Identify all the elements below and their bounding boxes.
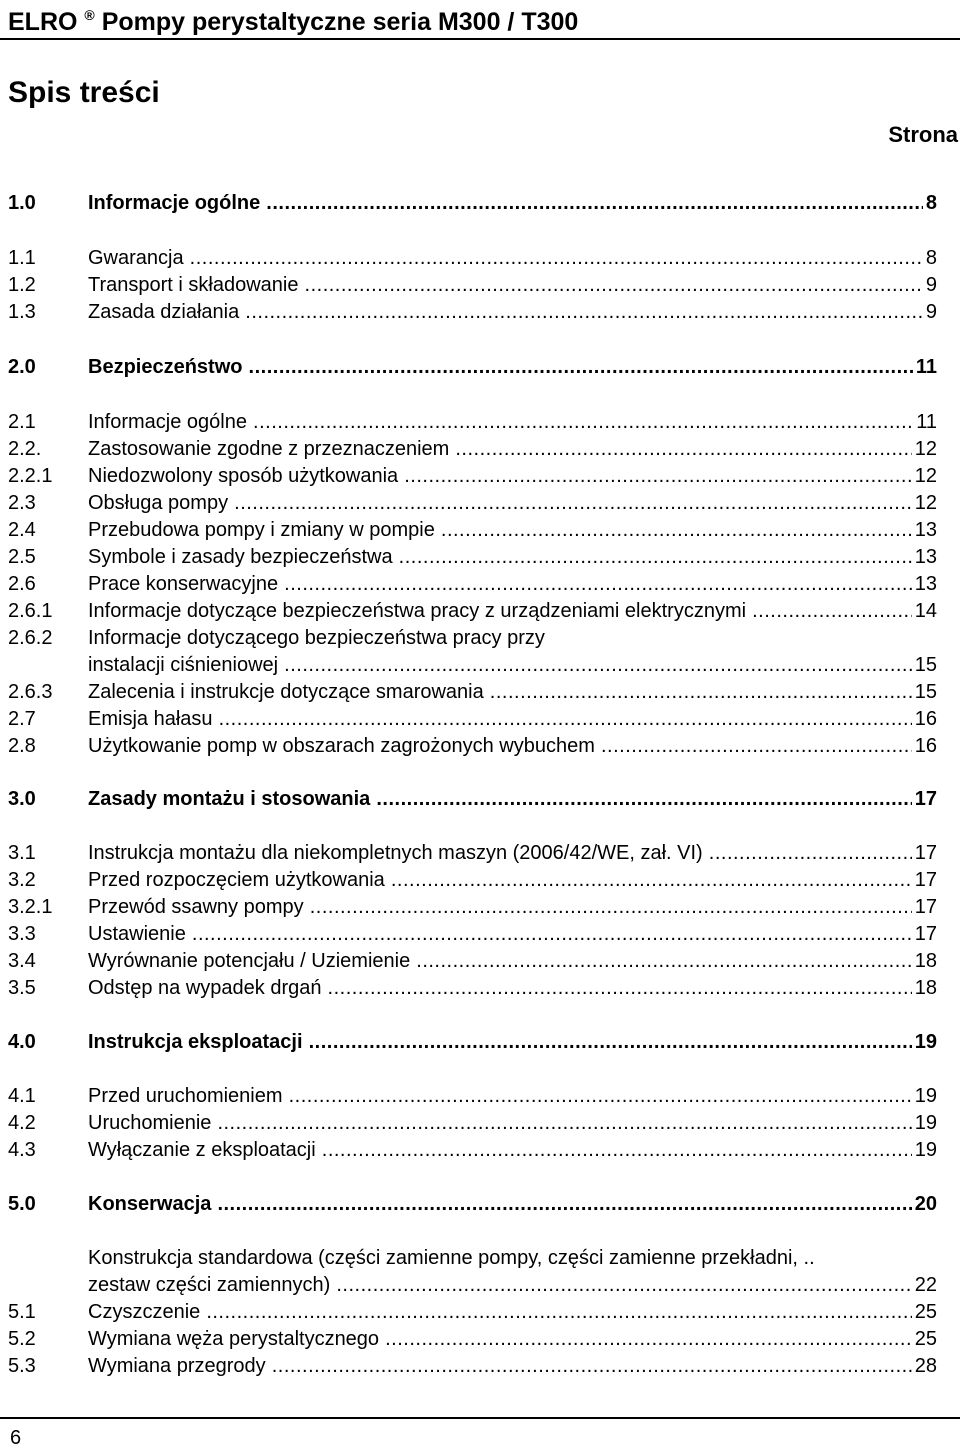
toc-section[interactable] bbox=[8, 1191, 937, 1218]
toc-entry-label: Informacje ogólne ..... bbox=[88, 411, 937, 433]
toc-entry-page: 11 bbox=[913, 409, 937, 436]
toc-entry-number: 4.3 bbox=[8, 1139, 36, 1161]
toc-entry[interactable] bbox=[8, 463, 937, 490]
toc-entry-page: 19 bbox=[912, 1029, 937, 1056]
toc-entry-label: Transport i składowanie ..... bbox=[88, 274, 937, 296]
toc-entry-label: Gwarancja ..... bbox=[88, 247, 937, 269]
footer-rule bbox=[0, 1417, 960, 1419]
toc-entry-text: Konstrukcja standardowa (części zamienne pompy, części zamienne przekładni, .. bbox=[88, 1247, 815, 1269]
toc-entry-page: 11 bbox=[913, 354, 937, 381]
toc-title: Spis treści bbox=[8, 76, 160, 109]
toc-entry-number: 3.1 bbox=[8, 842, 36, 864]
toc-entry-page: 9 bbox=[923, 272, 937, 299]
toc-entry-number: 3.2 bbox=[8, 869, 36, 891]
toc-entry-number: 4.2 bbox=[8, 1112, 36, 1134]
toc-entry-number: 2.6.3 bbox=[8, 681, 53, 703]
toc-entry-page: 28 bbox=[912, 1353, 937, 1380]
toc-entry-page: 17 bbox=[912, 921, 937, 948]
toc-entry[interactable] bbox=[8, 436, 937, 463]
toc-entry[interactable] bbox=[8, 299, 937, 326]
document-title: Pompy perystaltyczne seria M300 / T300 bbox=[101, 8, 579, 36]
toc-entry-page: 17 bbox=[912, 867, 937, 894]
toc-entry[interactable] bbox=[8, 409, 937, 436]
toc-entry-label: Informacje dotyczącego bezpieczeństwa pracy przy bbox=[88, 627, 545, 649]
toc-entry-label: Bezpieczeństwo ..... bbox=[88, 356, 937, 378]
toc-entry-page: 13 bbox=[912, 544, 937, 571]
toc-entry-label: Niedozwolony sposób użytkowania ..... bbox=[88, 465, 937, 487]
toc-entry-number: 1.1 bbox=[8, 247, 36, 269]
toc-entry-label: Symbole i zasady bezpieczeństwa ..... bbox=[88, 546, 937, 568]
toc-entry-page: 17 bbox=[912, 840, 937, 867]
page-column-heading: Strona bbox=[888, 122, 958, 147]
toc-section[interactable] bbox=[8, 1029, 937, 1056]
toc-entry[interactable] bbox=[8, 867, 937, 894]
toc-entry-page: 12 bbox=[912, 490, 937, 517]
toc-entry[interactable] bbox=[8, 1137, 937, 1164]
toc-entry-page: 14 bbox=[912, 598, 937, 625]
toc-section[interactable] bbox=[8, 354, 937, 381]
toc-entry[interactable] bbox=[88, 652, 937, 679]
toc-entry-label: Przed rozpoczęciem użytkowania ..... bbox=[88, 869, 937, 891]
toc-entry[interactable] bbox=[8, 1299, 937, 1326]
toc-entry-label: Uruchomienie ..... bbox=[88, 1112, 937, 1134]
toc-entry-number: 1.3 bbox=[8, 301, 36, 323]
toc-entry[interactable] bbox=[8, 706, 937, 733]
toc-entry-page: 16 bbox=[912, 733, 937, 760]
toc-entry-label: Przed uruchomieniem ..... bbox=[88, 1085, 937, 1107]
toc-entry-page: 9 bbox=[923, 299, 937, 326]
registered-mark: ® bbox=[84, 7, 95, 23]
toc-entry-page: 17 bbox=[912, 786, 937, 813]
toc-entry-number: 2.1 bbox=[8, 411, 36, 433]
toc-entry-number: 2.6.2 bbox=[8, 627, 53, 649]
toc-entry-label: Emisja hałasu ..... bbox=[88, 708, 937, 730]
toc-entry[interactable] bbox=[8, 679, 937, 706]
toc-entry-number: 3.2.1 bbox=[8, 896, 53, 918]
toc-entry-page: 17 bbox=[912, 894, 937, 921]
toc-entry-number: 3.0 bbox=[8, 788, 36, 810]
toc-entry[interactable] bbox=[8, 1083, 937, 1110]
toc-entry-label: Użytkowanie pomp w obszarach zagrożonych wybuchem ..... bbox=[88, 735, 937, 757]
toc-entry-label: Instrukcja montażu dla niekompletnych maszyn (2006/42/WE, zał. VI) ..... bbox=[88, 842, 937, 864]
toc-entry[interactable] bbox=[8, 894, 937, 921]
toc-entry[interactable] bbox=[88, 1272, 937, 1299]
toc-entry-page: 12 bbox=[912, 463, 937, 490]
header-rule bbox=[0, 38, 960, 40]
toc-entry[interactable] bbox=[8, 490, 937, 517]
toc-entry[interactable] bbox=[8, 625, 937, 652]
document-header bbox=[8, 0, 578, 37]
toc-entry-page: 25 bbox=[912, 1299, 937, 1326]
toc-entry-number: 3.3 bbox=[8, 923, 36, 945]
toc-entry-label: Wyłączanie z eksploatacji ..... bbox=[88, 1139, 937, 1161]
toc-entry-number: 2.7 bbox=[8, 708, 36, 730]
toc-entry-number: 3.4 bbox=[8, 950, 36, 972]
toc-entry[interactable] bbox=[8, 517, 937, 544]
toc-entry-number: 2.2. bbox=[8, 438, 42, 460]
toc-entry-number: 2.6.1 bbox=[8, 600, 53, 622]
toc-entry-number: 1.2 bbox=[8, 274, 36, 296]
toc-entry-page: 16 bbox=[912, 706, 937, 733]
toc-entry-number: 5.0 bbox=[8, 1193, 36, 1215]
toc-entry-number: 2.0 bbox=[8, 356, 36, 378]
toc-entry-number: 2.2.1 bbox=[8, 465, 53, 487]
toc-entry-page: 19 bbox=[912, 1110, 937, 1137]
toc-entry-number: 5.3 bbox=[8, 1355, 36, 1377]
toc-entry[interactable] bbox=[8, 571, 937, 598]
toc-entry[interactable] bbox=[8, 921, 937, 948]
toc-entry-label: Wyrównanie potencjału / Uziemienie ..... bbox=[88, 950, 937, 972]
toc-entry-number: 2.4 bbox=[8, 519, 36, 541]
toc-section[interactable] bbox=[8, 190, 937, 217]
toc-entry-page: 12 bbox=[912, 436, 937, 463]
brand-name: ELRO bbox=[8, 8, 78, 36]
toc-entry-number: 2.3 bbox=[8, 492, 36, 514]
toc-entry-label: Wymiana węża perystaltycznego ..... bbox=[88, 1328, 937, 1350]
toc-entry-label: Instrukcja eksploatacji ..... bbox=[88, 1031, 937, 1053]
toc-entry-number: 5.2 bbox=[8, 1328, 36, 1350]
toc-entry[interactable] bbox=[8, 1326, 937, 1353]
toc-entry[interactable] bbox=[8, 1353, 937, 1380]
toc-entry[interactable] bbox=[8, 245, 937, 272]
toc-entry-label: Konserwacja ..... bbox=[88, 1193, 937, 1215]
toc-entry[interactable] bbox=[8, 272, 937, 299]
toc-entry-label: Przebudowa pompy i zmiany w pompie ..... bbox=[88, 519, 937, 541]
toc-entry-label: Wymiana przegrody ..... bbox=[88, 1355, 937, 1377]
toc-entry-label: Zastosowanie zgodne z przeznaczeniem ..... bbox=[88, 438, 937, 460]
toc-entry-label: Zasady montażu i stosowania ..... bbox=[88, 788, 937, 810]
toc-entry-page: 19 bbox=[912, 1083, 937, 1110]
toc-entry[interactable] bbox=[8, 544, 937, 571]
toc-entry-label: Odstęp na wypadek drgań ..... bbox=[88, 977, 937, 999]
toc-entry-page: 18 bbox=[912, 948, 937, 975]
toc-entry-page: 15 bbox=[912, 679, 937, 706]
toc-section[interactable] bbox=[8, 786, 937, 813]
toc-entry-page: 15 bbox=[912, 652, 937, 679]
toc-entry[interactable] bbox=[8, 733, 937, 760]
toc-entry-label: Informacje dotyczące bezpieczeństwa pracy z urządzeniami elektrycznymi ..... bbox=[88, 600, 937, 622]
toc-entry[interactable] bbox=[8, 1110, 937, 1137]
toc-entry-page: 8 bbox=[923, 190, 937, 217]
toc-entry-label: Informacje ogólne ..... bbox=[88, 192, 937, 214]
toc-entry-page: 18 bbox=[912, 975, 937, 1002]
toc-entry[interactable] bbox=[8, 598, 937, 625]
toc-entry-page: 22 bbox=[912, 1272, 937, 1299]
page-number: 6 bbox=[10, 1427, 22, 1449]
toc-entry-number: 2.8 bbox=[8, 735, 36, 757]
toc-entry-label: Ustawienie ..... bbox=[88, 923, 937, 945]
toc-entry[interactable] bbox=[8, 948, 937, 975]
toc-entry-label: Zasada działania ..... bbox=[88, 301, 937, 323]
toc-entry-number: 2.6 bbox=[8, 573, 36, 595]
toc-entry-number: 4.0 bbox=[8, 1031, 36, 1053]
toc-entry-number: 5.1 bbox=[8, 1301, 36, 1323]
toc-entry-label: Zalecenia i instrukcje dotyczące smarowania ..... bbox=[88, 681, 937, 703]
toc-entry-page: 8 bbox=[923, 245, 937, 272]
toc-entry-page: 20 bbox=[912, 1191, 937, 1218]
toc-entry-page: 13 bbox=[912, 571, 937, 598]
toc-entry-page: 19 bbox=[912, 1137, 937, 1164]
toc-entry-label: Czyszczenie ..... bbox=[88, 1301, 937, 1323]
toc-entry-page: 13 bbox=[912, 517, 937, 544]
toc-entry[interactable] bbox=[8, 975, 937, 1002]
toc-entry-label: Prace konserwacyjne ..... bbox=[88, 573, 937, 595]
toc-entry-number: 4.1 bbox=[8, 1085, 36, 1107]
toc-entry-number: 1.0 bbox=[8, 192, 36, 214]
toc-entry-label: Obsługa pompy ..... bbox=[88, 492, 937, 514]
toc-entry[interactable] bbox=[8, 840, 937, 867]
toc-entry-number: 2.5 bbox=[8, 546, 36, 568]
toc-entry-label: instalacji ciśnieniowej ..... bbox=[88, 654, 937, 676]
toc-entry-page: 25 bbox=[912, 1326, 937, 1353]
toc-entry-label: zestaw części zamiennych) ..... bbox=[88, 1274, 937, 1296]
toc-entry-number: 3.5 bbox=[8, 977, 36, 999]
toc-entry-label: Przewód ssawny pompy ..... bbox=[88, 896, 937, 918]
